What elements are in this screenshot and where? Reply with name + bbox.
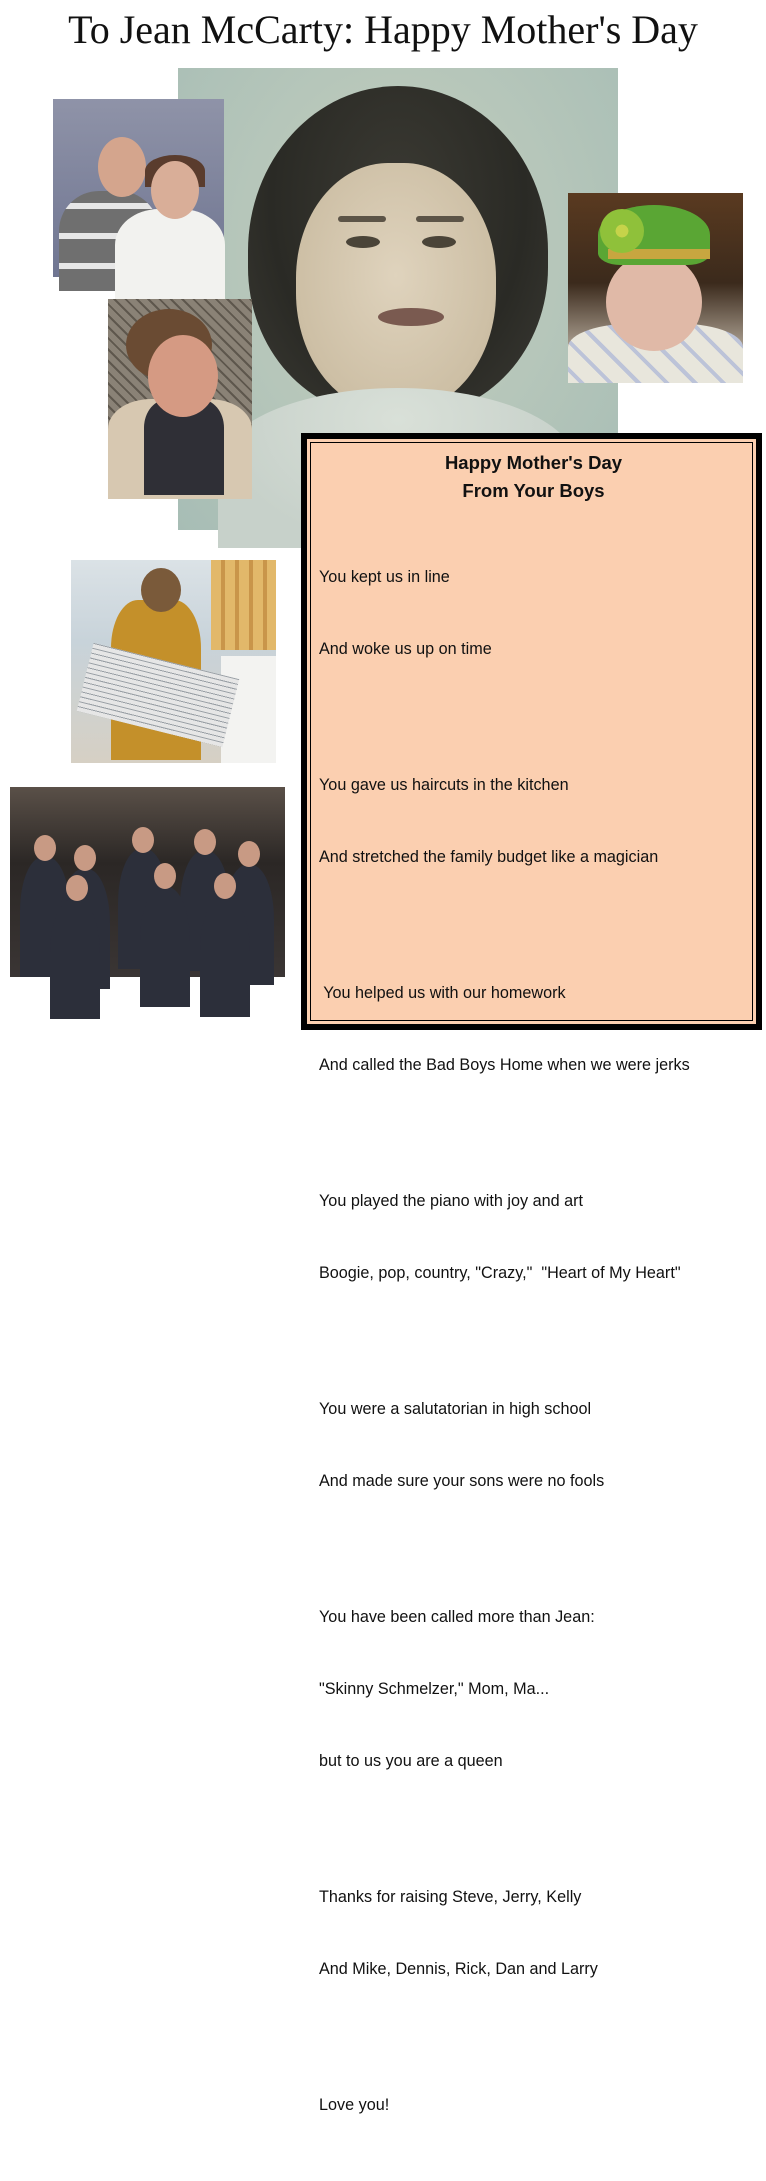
poem-title-line: Happy Mother's Day <box>444 452 623 473</box>
poem-stanza <box>319 1557 748 1821</box>
poem-box <box>301 433 762 2114</box>
poem-stanza <box>319 1141 748 1333</box>
poem-line: And woke us up on time <box>319 640 492 658</box>
poem-stanza <box>319 725 748 917</box>
poem-stanza <box>319 933 748 1125</box>
poem-line: And called the Bad Boys Home when we were jerks <box>319 1056 690 1074</box>
couple-photo <box>53 99 224 277</box>
woman-green-hat-photo <box>568 193 743 373</box>
poem-line: You kept us in line <box>319 568 450 586</box>
poem-line: You gave us haircuts in the kitchen <box>319 776 569 794</box>
poem-line: "Skinny Schmelzer," Mom, Ma... <box>319 1680 550 1698</box>
poem-line: but to us you are a queen <box>319 1752 503 1770</box>
poem-stanza <box>319 517 748 709</box>
poem-line: Thanks for raising Steve, Jerry, Kelly <box>319 1888 582 1906</box>
woman-jacket-photo <box>108 299 252 495</box>
sons-group-photo <box>10 787 285 977</box>
page-title: To Jean McCarty: Happy Mother's Day <box>68 7 698 52</box>
kitchen-newspaper-photo <box>71 560 276 763</box>
poem-title-line: From Your Boys <box>462 480 605 501</box>
poem-line: You were a salutatorian in high school <box>319 1400 592 1418</box>
poem-line: And stretched the family budget like a magician <box>319 848 659 866</box>
poem-stanza <box>319 1837 748 2029</box>
poem-stanza <box>319 2045 748 2165</box>
poem-panel <box>305 437 758 2114</box>
poem-line: You helped us with our homework <box>319 984 566 1002</box>
poem-line: Love you! <box>319 2096 390 2114</box>
poem-stanza <box>319 1349 748 1541</box>
poem-line: And made sure your sons were no fools <box>319 1472 605 1490</box>
poem-line: You have been called more than Jean: <box>319 1608 595 1626</box>
poem-title <box>319 449 748 505</box>
poem-content <box>319 449 748 2181</box>
poem-line: You played the piano with joy and art <box>319 1192 583 1210</box>
poem-line: And Mike, Dennis, Rick, Dan and Larry <box>319 1960 598 1978</box>
poem-line: Boogie, pop, country, "Crazy," "Heart of My Heart" <box>319 1264 681 1282</box>
